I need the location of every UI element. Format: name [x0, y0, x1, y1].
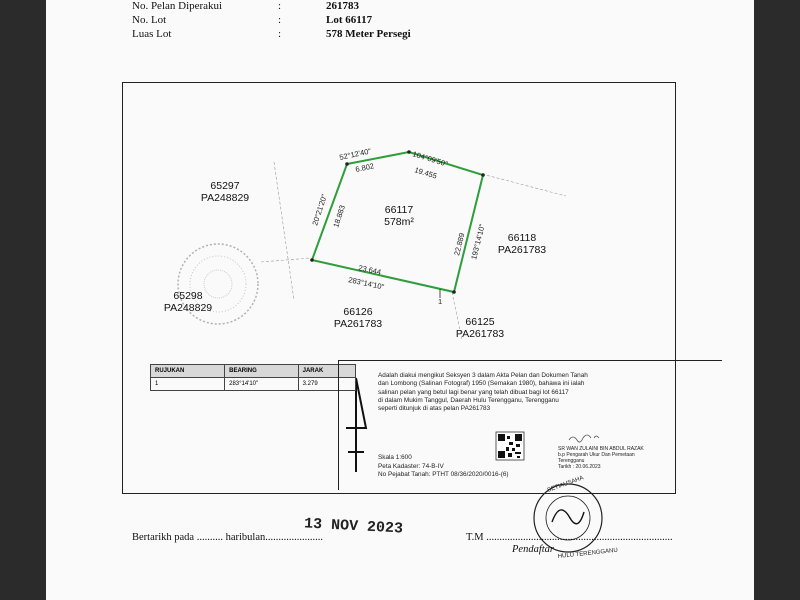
bearing-left: 20°21'20" [310, 193, 329, 227]
table-header-bearing: BEARING [225, 365, 299, 378]
date-stamp: 13 NOV 2023 [303, 515, 404, 538]
land-office-number: No Pejabat Tanah: PTHT 08/36/2020/0016-(6) [378, 471, 509, 479]
neighbour-lot-66118: 66118 PA261783 [497, 232, 547, 256]
header-value: 261783 [326, 0, 359, 12]
tm-line: T.M ....................................................................... [466, 532, 673, 543]
bearing-bottom: 283°14'10" [347, 275, 385, 292]
signer-date: Tarikh : 20.06.2023 [558, 464, 601, 470]
header-label: Luas Lot [132, 28, 172, 40]
registrar-label: Pendaftar [512, 544, 554, 555]
table-header-reference: RUJUKAN [151, 365, 225, 378]
main-lot-number: 66117 [384, 204, 414, 216]
signer-block: SR WAN ZULAINI BIN ABDUL RAZAK b.p Pengarah Ukur Dan Pemetaan Terengganu Tarikh : 20.06.2023 [558, 446, 644, 470]
header-label: No. Lot [132, 14, 167, 26]
svg-text:SETIAUSAHA: SETIAUSAHA [546, 475, 585, 494]
certification-text: Adalah diakui mengikut Seksyen 3 dalam Akta Pelan dan Dokumen Tanah dan Lombong (Salinan Fotograf) 1950 (Semakan 1980), bahawa ini ialah salinan pelan yang betul lagi benar yang telah dibuat bagi lot 66117 di dalam Mukim Tanggul, Daerah Hulu Terengganu, Terengganu seperti ditunjuk di atas pelan PA261783 [378, 372, 588, 413]
svg-text:HULU TERENGGANU: HULU TERENGGANU [557, 547, 619, 560]
station-mark: 1 [438, 297, 443, 306]
header-value: Lot 66117 [326, 14, 373, 26]
neighbour-lot-66125: 66125 PA261783 [455, 316, 505, 340]
scale: Skala 1:600 [378, 454, 412, 461]
reference-table [150, 364, 356, 391]
neighbour-lot-66126: 66126 PA261783 [333, 306, 383, 330]
bearing-top-left: 52°12'40" [338, 146, 372, 162]
distance-right: 22.889 [452, 232, 467, 257]
bearing-right: 193°14'10" [469, 223, 487, 261]
distance-top-left: 6.802 [354, 161, 375, 174]
table-row: 1 283°14'10" 3.279 [151, 378, 356, 391]
main-lot-area: 578m² [384, 216, 414, 228]
bearing-top: 104°09'50" [411, 149, 449, 169]
cadastral-map: Peta Kadaster: 74-B-IV [378, 462, 444, 470]
neighbour-lot-65298: 65298 PA248829 [163, 290, 213, 314]
neighbour-lot-65297: 65297 PA248829 [200, 180, 250, 204]
signer-name: SR WAN ZULAINI BIN ABDUL RAZAK [558, 446, 644, 452]
document-page: No. Pelan Diperakui : 261783 No. Lot : Lot 66117 Luas Lot : 578 Meter Persegi 104°09'50" 19.455 52°12'40" 6.802 20°21'20" 18.883 23.644 283°14'10" 22.889 193°14'10" 1 SETIAUSAHA HULU TERENGGANU 66117 578m² 65297 PA248829 65298 PA248829 66118 PA261783 66126 PA261783 66125 PA261783 RUJUKAN BEARING JARAK 1 283°14'10" 3.279 Adalah diakui mengikut Seksyen 3 dalam Akta Pelan dan Dokumen Tanah dan Lombong (Salinan Fotograf) 1950 (Semakan 1980), bahawa ini ialah salinan pelan yang betul lagi benar yang telah dibuat bagi lot 66117 di dalam Mukim Tanggul, Daerah Hulu Terengganu, Terengganu seperti ditunjuk di atas pelan PA261783 Skala 1:600 Peta Kadaster: 74-B-IV No Pejabat Tanah: PTHT 08/36/2020/0016-(6) SR WAN ZULAINI BIN ABDUL RAZAK b.p Pengarah Ukur Dan Pemetaan Terengganu Tarikh : 20.06.2023 Bertarikh pada .......... haribulan...................... 13 NOV 2023 T.M ....................................................................... Pendaftar [46, 0, 754, 600]
distance-bottom: 23.644 [357, 263, 382, 277]
scale-info [378, 454, 509, 480]
distance-top: 19.455 [413, 165, 438, 181]
dated-line: Bertarikh pada .......... haribulan...................... [132, 532, 323, 543]
table-header-distance: JARAK [298, 365, 355, 378]
header-value: 578 Meter Persegi [326, 28, 411, 40]
header-label: No. Pelan Diperakui [132, 0, 223, 12]
distance-left: 18.883 [331, 204, 347, 229]
main-lot-label [374, 204, 424, 228]
